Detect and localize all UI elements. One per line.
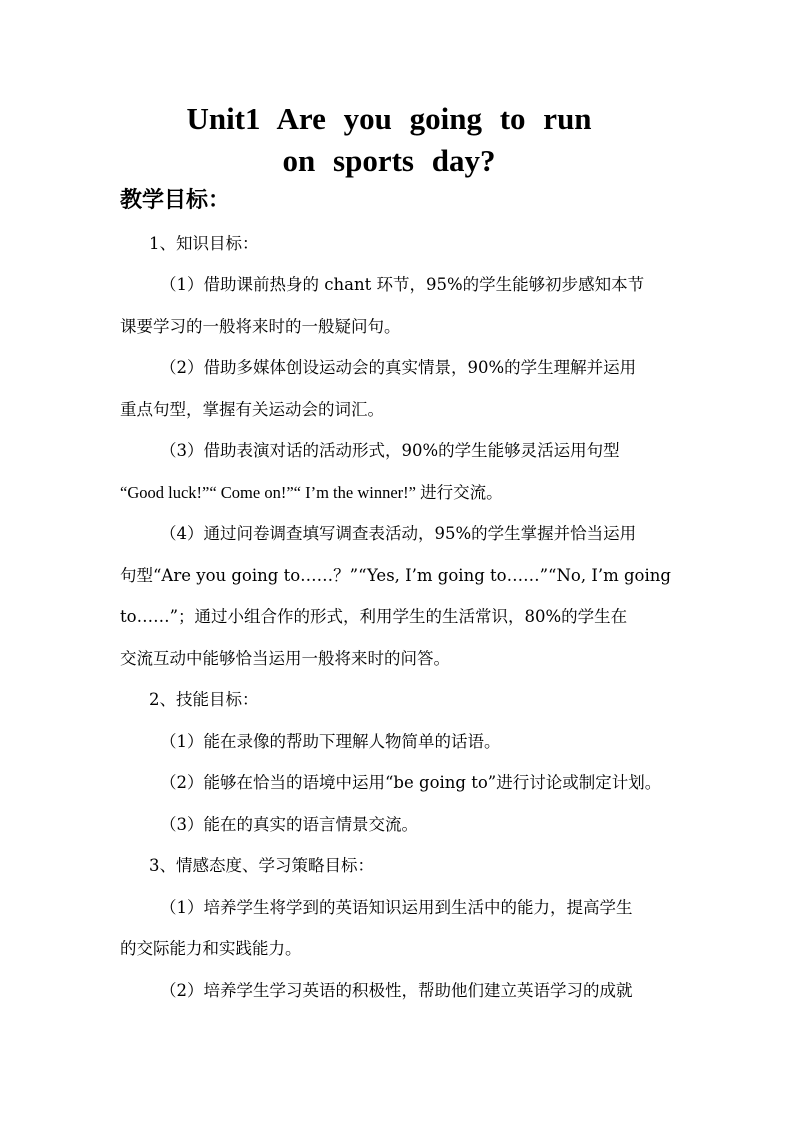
paragraph-line: （1）培养学生将学到的英语知识运用到生活中的能力，提高学生	[160, 898, 633, 917]
document-title-line-2: on sports day?	[282, 143, 496, 178]
document-title-line-1: Unit1 Are you going to run	[186, 101, 592, 136]
paragraph-line: 课要学习的一般将来时的一般疑问句。	[120, 317, 401, 336]
paragraph-line: （3）能在的真实的语言情景交流。	[160, 815, 418, 834]
section-label-knowledge: 1、知识目标：	[149, 234, 259, 253]
paragraph-line: to……”；通过小组合作的形式，利用学生的生活常识，80%的学生在	[120, 607, 628, 626]
paragraph-line: 交流互动中能够恰当运用一般将来时的问答。	[120, 649, 450, 668]
paragraph-line: （3）借助表演对话的活动形式，90%的学生能够灵活运用句型	[160, 441, 620, 460]
paragraph-line: （2）能够在恰当的语境中运用“be going to”进行讨论或制定计划。	[160, 773, 662, 792]
section-heading-teaching-objectives: 教学目标：	[120, 187, 231, 213]
section-label-skills: 2、技能目标：	[149, 690, 259, 709]
paragraph-line: 句型“Are you going to……？”“Yes, I’m going to……”“No, I’m going	[120, 566, 671, 585]
paragraph-line: 的交际能力和实践能力。	[120, 939, 302, 958]
paragraph-line: （1）能在录像的帮助下理解人物简单的话语。	[160, 732, 501, 751]
paragraph-line: 重点句型，掌握有关运动会的词汇。	[120, 400, 384, 419]
paragraph-line: （1）借助课前热身的 chant 环节，95%的学生能够初步感知本节	[160, 275, 645, 294]
paragraph-line: “Good luck!”“ Come on!”“ I’m the winner!” 进行交流。	[120, 483, 503, 502]
paragraph-line: （2）借助多媒体创设运动会的真实情景，90%的学生理解并运用	[160, 358, 637, 377]
paragraph-line: （4）通过问卷调查填写调查表活动，95%的学生掌握并恰当运用	[160, 524, 637, 543]
paragraph-line: （2）培养学生学习英语的积极性，帮助他们建立英语学习的成就	[160, 981, 633, 1000]
section-label-attitude-strategy: 3、情感态度、学习策略目标：	[149, 856, 374, 875]
